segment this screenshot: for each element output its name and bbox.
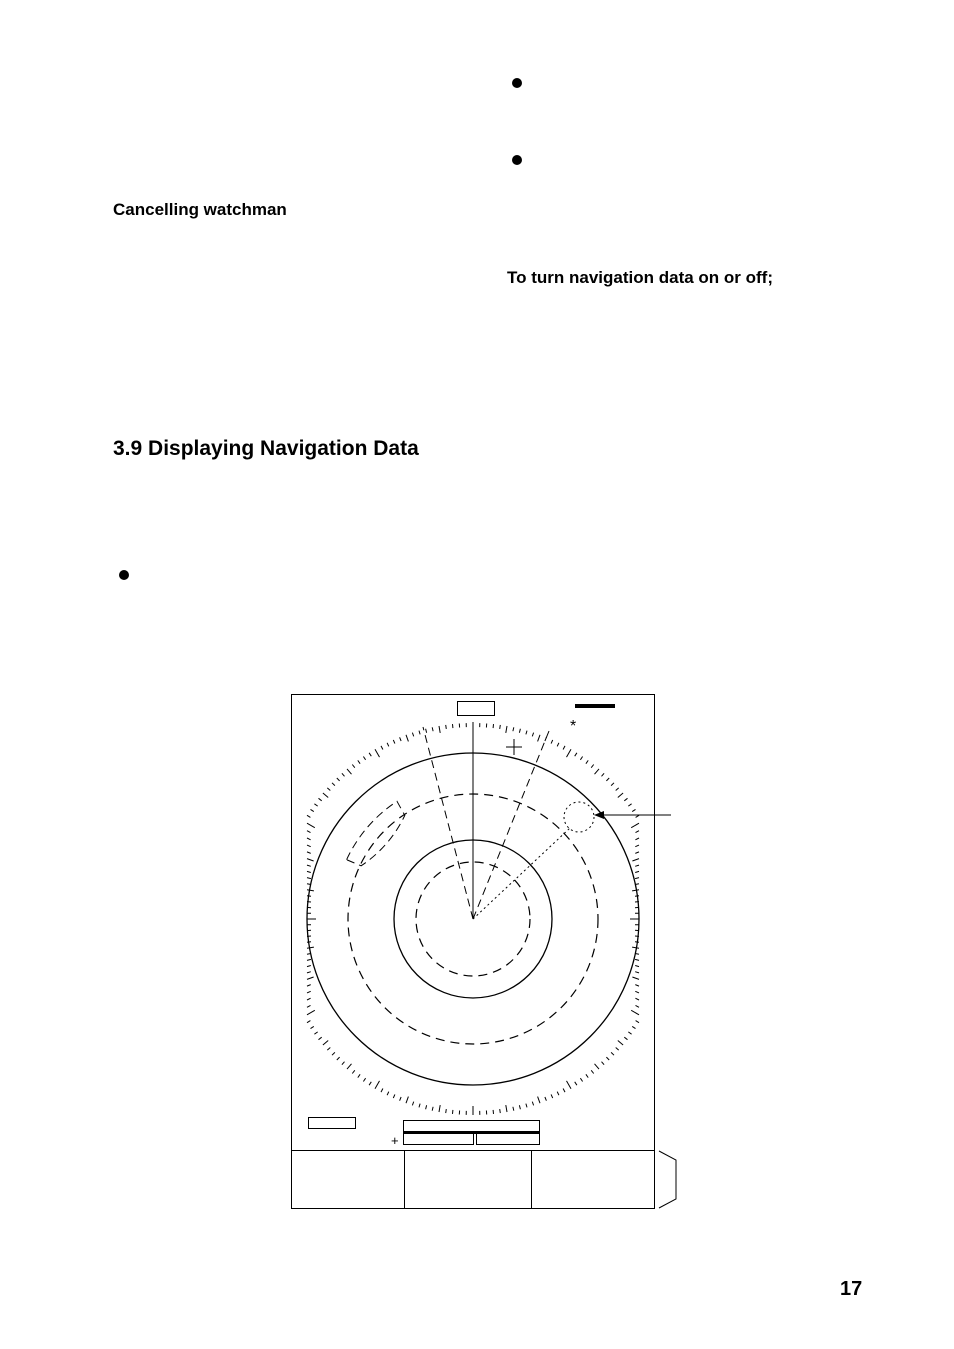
- subheading-cancelling-watchman: Cancelling watchman: [113, 200, 287, 219]
- bearing-tick: [327, 788, 330, 791]
- bearing-tick: [591, 1070, 594, 1073]
- bearing-tick: [602, 773, 605, 776]
- bearing-tick: [307, 878, 311, 879]
- bearing-tick: [332, 1052, 335, 1055]
- bearing-tick: [307, 991, 311, 993]
- bearing-tick: [526, 1104, 527, 1108]
- bearing-tick: [624, 798, 627, 801]
- bearing-tick: [532, 733, 533, 737]
- bearing-tick: [632, 890, 639, 891]
- bearing-tick: [314, 804, 317, 806]
- bearing-tick: [314, 1032, 317, 1034]
- bearing-tick: [319, 1037, 322, 1040]
- bearing-tick: [406, 1097, 408, 1104]
- bearing-tick: [307, 831, 311, 833]
- bearing-tick: [595, 1064, 600, 1069]
- plus-mark: +: [391, 1133, 399, 1148]
- bearing-tick: [307, 966, 311, 967]
- data-bar-right: [477, 1134, 540, 1145]
- bearing-tick: [358, 1074, 360, 1077]
- bearing-tick: [513, 1107, 514, 1111]
- bearing-tick: [575, 1082, 577, 1085]
- bearing-tick: [307, 871, 311, 872]
- bearing-tick: [635, 845, 639, 847]
- bearing-tick: [624, 1037, 627, 1040]
- bearing-tick: [586, 760, 588, 763]
- bearing-tick: [432, 1107, 433, 1111]
- bearing-tick: [369, 1082, 371, 1085]
- data-bar-left: [404, 1134, 474, 1145]
- bearing-tick: [358, 760, 360, 763]
- bearing-tick: [426, 1105, 427, 1109]
- bearing-tick: [580, 757, 582, 760]
- bearing-tick: [393, 1094, 395, 1098]
- bearing-tick: [551, 740, 553, 744]
- bearing-tick: [400, 1097, 402, 1101]
- bearing-tick: [635, 972, 639, 973]
- bearing-tick: [319, 798, 322, 801]
- bearing-tick: [557, 743, 559, 747]
- bearing-tick: [635, 878, 639, 879]
- bearing-tick: [342, 1062, 345, 1065]
- sector-line-left: [423, 727, 473, 919]
- bearing-tick: [332, 783, 335, 786]
- bearing-tick: [506, 726, 507, 733]
- bearing-tick: [635, 838, 639, 840]
- bearing-tick: [551, 1094, 553, 1098]
- bearing-tick: [307, 985, 311, 987]
- callout-arrowhead: [594, 811, 604, 819]
- target-marker-circle: [564, 802, 594, 832]
- bearing-tick: [412, 733, 413, 737]
- bearing-tick: [500, 1109, 501, 1113]
- bearing-tick: [393, 740, 395, 744]
- bearing-tick: [381, 1089, 383, 1093]
- bearing-tick: [400, 737, 402, 741]
- bearing-tick: [628, 1032, 631, 1034]
- bearing-tick: [311, 809, 314, 811]
- data-bar-top: [404, 1121, 540, 1132]
- section-title: 3.9 Displaying Navigation Data: [113, 437, 419, 460]
- bearing-tick: [635, 985, 639, 987]
- bearing-tick: [352, 765, 355, 768]
- heading-mode-box: [458, 702, 495, 716]
- bearing-tick: [636, 1005, 640, 1007]
- bearing-tick: [323, 793, 328, 798]
- bearing-tick: [618, 793, 623, 798]
- bearing-tick: [412, 1102, 413, 1106]
- bullet-point-1: [512, 78, 522, 88]
- bearing-tick: [632, 859, 639, 861]
- bearing-tick: [602, 1062, 605, 1065]
- bearing-tick: [500, 725, 501, 729]
- bearing-tick: [632, 947, 639, 948]
- bearing-tick: [611, 783, 614, 786]
- bearing-tick: [635, 998, 639, 1000]
- bearing-tick: [631, 823, 639, 828]
- bearing-tick: [446, 1109, 447, 1113]
- bearing-tick: [606, 778, 609, 781]
- bearing-tick: [307, 838, 311, 840]
- bearing-tick: [381, 746, 383, 750]
- bearing-tick: [526, 731, 527, 735]
- bearing-tick: [545, 1097, 547, 1101]
- bearing-tick: [311, 1026, 314, 1028]
- bearing-tick: [307, 852, 311, 854]
- bearing-tick: [307, 815, 310, 817]
- bearing-tick: [307, 947, 314, 948]
- bearing-tick: [363, 1078, 365, 1081]
- bearing-tick: [406, 735, 408, 742]
- bearing-tick: [586, 1074, 588, 1077]
- bearing-tick: [563, 1089, 565, 1093]
- bearing-tick: [419, 1104, 420, 1108]
- bearing-tick: [439, 1105, 440, 1112]
- page-number: 17: [840, 1278, 863, 1300]
- bearing-tick: [307, 1010, 315, 1015]
- bearing-tick: [387, 1092, 389, 1096]
- bearing-tick: [632, 1026, 635, 1028]
- status-bar-indicator: [575, 704, 615, 708]
- bearing-tick: [375, 749, 380, 757]
- bearing-tick: [635, 959, 639, 960]
- bearing-tick: [567, 749, 572, 757]
- bearing-tick: [632, 809, 635, 811]
- bearing-tick: [337, 1057, 340, 1060]
- bearing-tick: [563, 746, 565, 750]
- bearing-tick: [307, 977, 314, 979]
- bearing-tick: [513, 727, 514, 731]
- bearing-tick: [387, 743, 389, 747]
- bearing-tick: [532, 1102, 533, 1106]
- bearing-tick: [323, 1041, 328, 1046]
- bearing-tick: [635, 865, 639, 866]
- bearing-tick: [342, 773, 345, 776]
- bearing-tick: [307, 998, 311, 1000]
- bearing-tick: [352, 1070, 355, 1073]
- bearing-tick: [307, 1005, 311, 1007]
- bearing-tick: [307, 972, 311, 973]
- bearing-tick: [635, 966, 639, 967]
- bearing-tick: [307, 845, 311, 847]
- bearing-tick: [307, 859, 314, 861]
- asterisk-mark: *: [570, 718, 577, 735]
- bearing-tick: [419, 731, 420, 735]
- sector-line-right: [473, 731, 549, 919]
- bearing-tick: [606, 1057, 609, 1060]
- bearing-tick: [632, 977, 639, 979]
- bearing-tick: [375, 1081, 380, 1089]
- bearing-tick: [446, 725, 447, 729]
- bearing-tick: [337, 778, 340, 781]
- bearing-tick: [616, 1048, 619, 1051]
- bearing-tick: [635, 871, 639, 872]
- bearing-tick: [519, 729, 520, 733]
- bearing-tick: [636, 1021, 639, 1023]
- bearing-tick: [580, 1078, 582, 1081]
- bearing-tick: [628, 804, 631, 806]
- bearing-tick: [538, 735, 540, 742]
- bearing-tick: [567, 1081, 572, 1089]
- bearing-tick: [307, 1021, 310, 1023]
- bearing-tick: [575, 753, 577, 756]
- bearing-tick: [347, 769, 352, 774]
- bearing-tick: [363, 757, 365, 760]
- bullet-point-3: [119, 570, 129, 580]
- bearing-tick: [618, 1041, 623, 1046]
- bearing-tick: [432, 727, 433, 731]
- radar-display-figure: [280, 685, 680, 1220]
- bearing-tick: [591, 765, 594, 768]
- bullet-point-2: [512, 155, 522, 165]
- bearing-tick: [616, 788, 619, 791]
- bearing-tick: [307, 959, 311, 960]
- bearing-tick: [347, 1064, 352, 1069]
- bearing-tick: [307, 823, 315, 828]
- bearing-tick: [636, 831, 640, 833]
- bottom-left-box: [309, 1118, 356, 1129]
- subheading-turn-navigation-data: To turn navigation data on or off;: [507, 268, 773, 287]
- bearing-tick: [439, 726, 440, 733]
- bearing-tick: [519, 1105, 520, 1109]
- bearing-tick: [635, 852, 639, 854]
- guard-zone: [347, 801, 405, 866]
- bearing-tick: [369, 753, 371, 756]
- bearing-tick: [307, 865, 311, 866]
- bearing-tick: [595, 769, 600, 774]
- bearing-tick: [611, 1052, 614, 1055]
- nav-data-bracket: [659, 1151, 676, 1208]
- bearing-tick: [426, 729, 427, 733]
- bearing-tick: [307, 890, 314, 891]
- bearing-tick: [631, 1010, 639, 1015]
- bearing-tick: [327, 1048, 330, 1051]
- bearing-tick: [635, 991, 639, 993]
- bearing-tick: [538, 1097, 540, 1104]
- bearing-tick: [557, 1092, 559, 1096]
- bearing-tick: [506, 1105, 507, 1112]
- bearing-tick: [636, 815, 639, 817]
